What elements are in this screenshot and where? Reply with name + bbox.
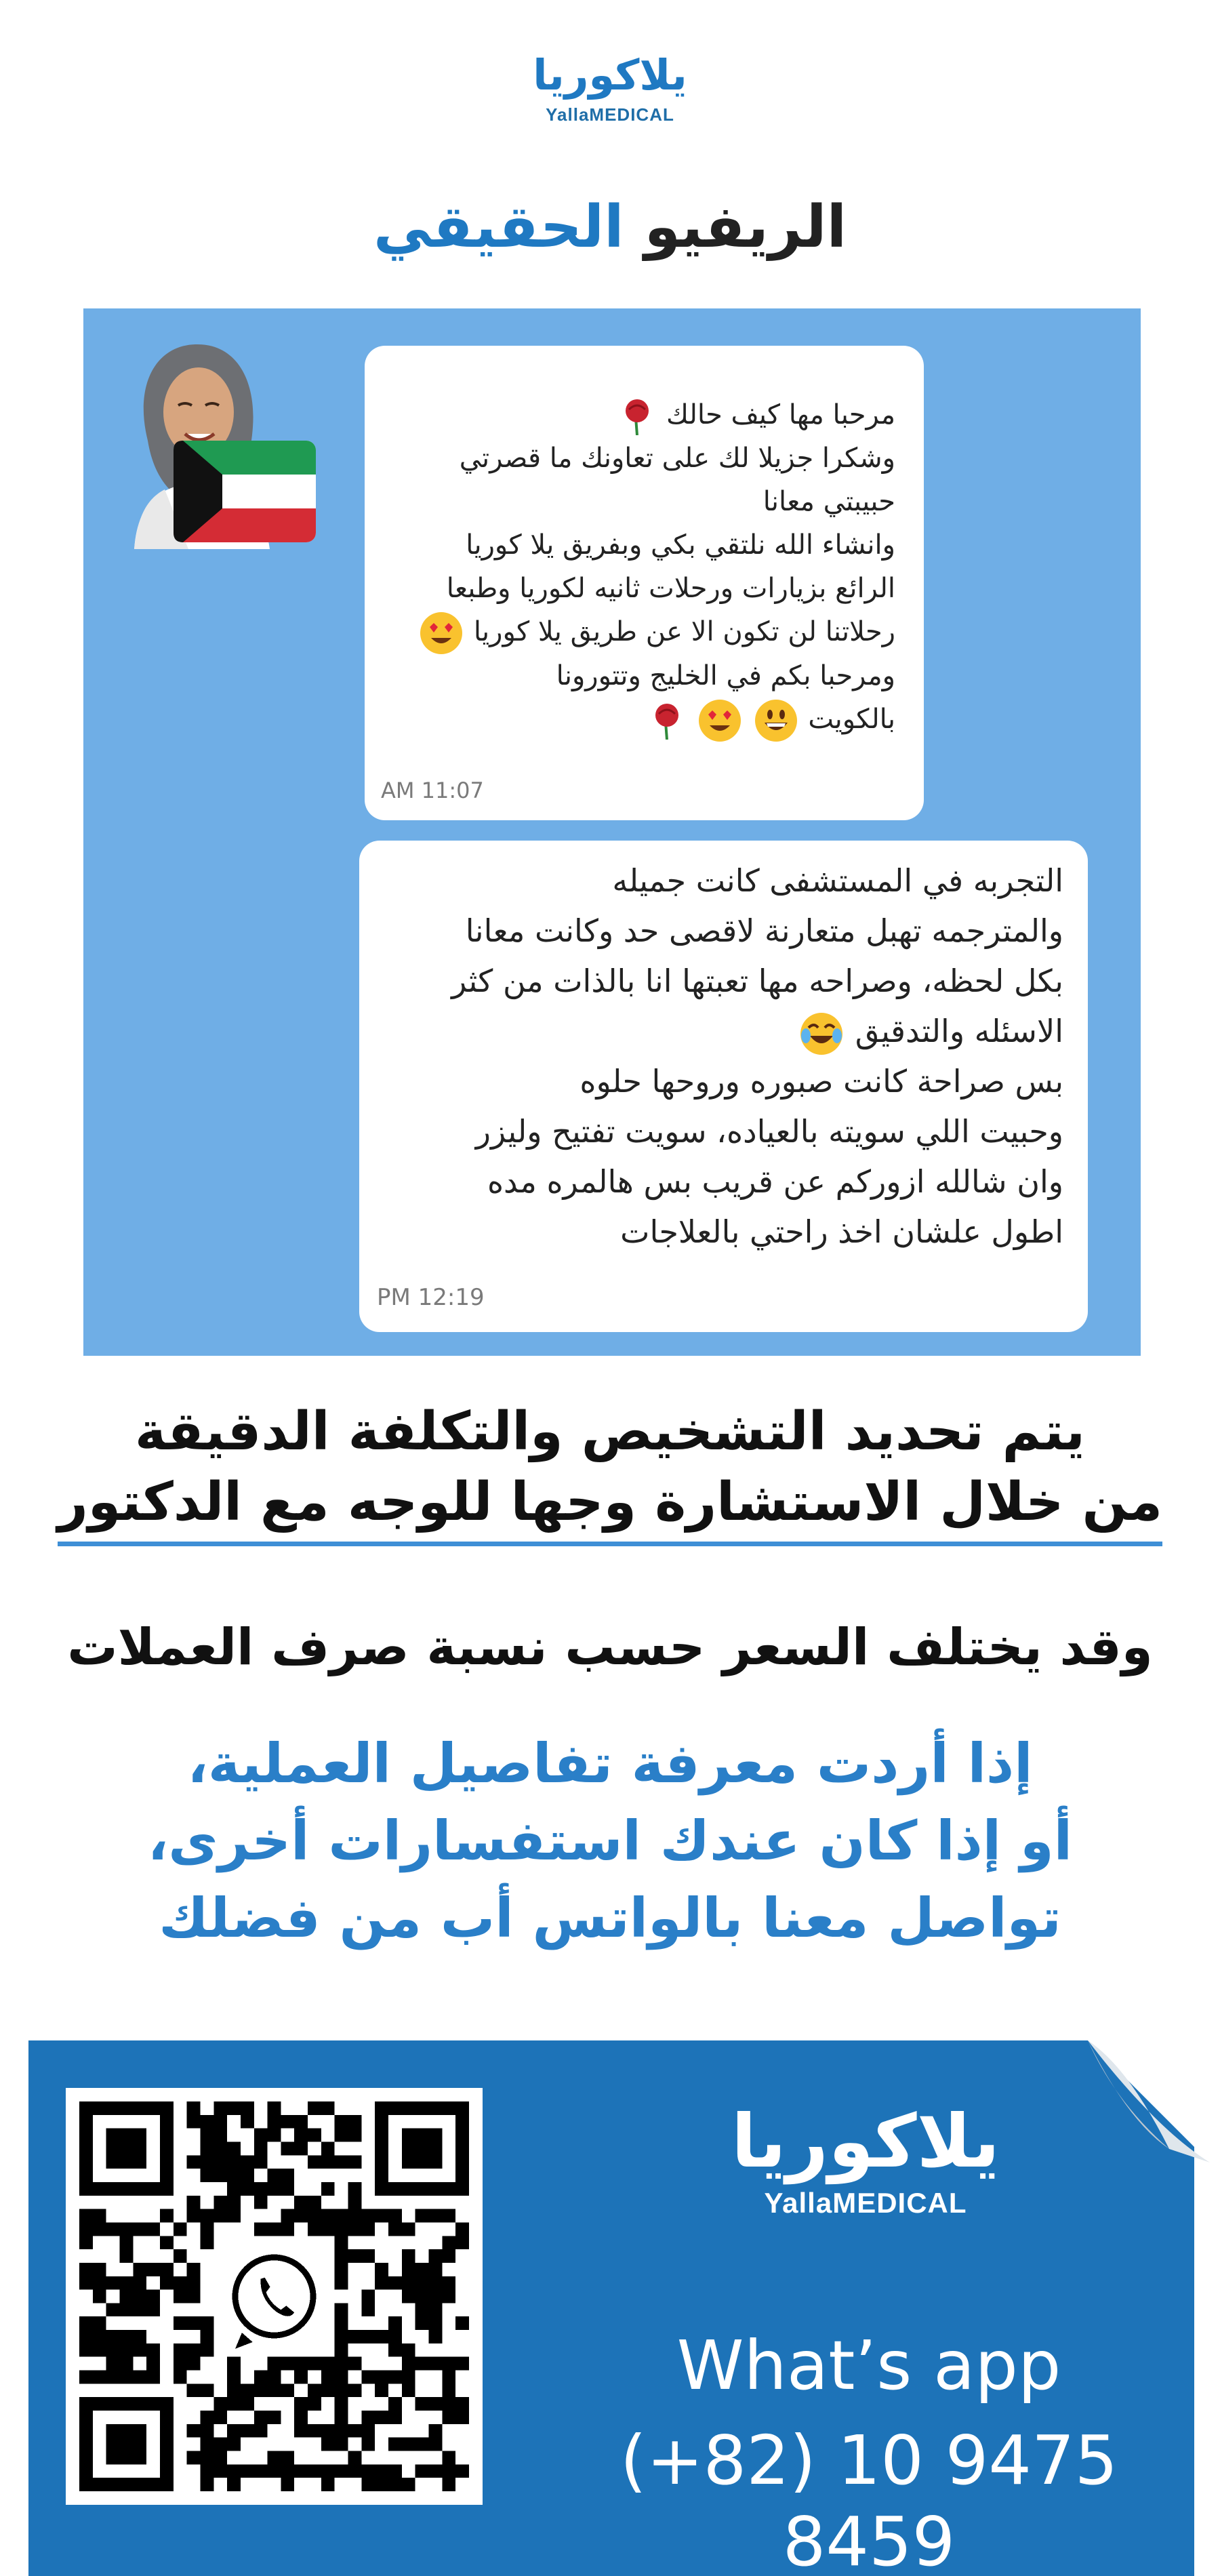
diagnosis-note [0, 1396, 1220, 1546]
diagnosis-note-line2: من خلال الاستشارة وجها للوجه مع الدكتور [58, 1467, 1162, 1546]
logo-script: يلاكوريا [533, 50, 687, 100]
heart-eyes-emoji-icon [420, 612, 462, 654]
logo-name: YallaMEDICAL [764, 2187, 967, 2219]
contact-cta [0, 1725, 1220, 1957]
chat-bubble-2 [359, 841, 1088, 1332]
page-curl-decoration [1088, 2040, 1210, 2162]
message-line: والمترجمه تهبل متعارنة لاقصى حد وكانت معانا [465, 912, 1063, 949]
message-line: الاسئله والتدقيق [384, 1006, 1063, 1056]
message-line: بالكويت [392, 698, 895, 742]
avatar-illustration [107, 332, 317, 549]
message-line: وحبيت اللي سويته بالعياده، سويت تفتيح وليزر [475, 1113, 1063, 1150]
message-time: AM 11:07 [381, 778, 484, 803]
message-line: وان شالله ازوركم عن قريب بس هالمره مده [487, 1163, 1063, 1200]
diagnosis-note-line1: يتم تحديد التشخيص والتكلفة الدقيقة [135, 1401, 1085, 1462]
logo-name: YallaMEDICAL [546, 104, 674, 125]
title-part2: الحقيقي [373, 193, 624, 261]
message-line: وشكرا جزيلا لك على تعاونك ما قصرتي [459, 443, 895, 474]
rose-emoji-icon [649, 702, 685, 740]
contact-cta-line1: إذا أردت معرفة تفاصيل العملية، [187, 1732, 1033, 1795]
message-line: بكل لحظه، وصراحه مها تعبتها انا بالذات من كثر [451, 963, 1063, 999]
message-line: بس صراحة كانت صبوره وروحها حلوه [580, 1063, 1063, 1100]
tears-of-joy-emoji-icon [800, 1013, 842, 1055]
message-line: حبيبتي معانا [762, 486, 895, 517]
contact-cta-line3: تواصل معنا بالواتس أب من فضلك [159, 1887, 1061, 1950]
rose-emoji-icon [619, 397, 655, 435]
message-line: اطول علشان اخذ راحتي بالعلاجات [620, 1213, 1063, 1250]
grin-emoji-icon [755, 700, 797, 742]
phone-number[interactable]: (+82) 10 9475 8459 [619, 2421, 1118, 2576]
chat-bubble-1 [365, 346, 924, 820]
page-title [0, 190, 1220, 264]
contact-card [28, 2040, 1194, 2576]
message-line: وانشاء الله نلتقي بكي وبفريق يلا كوريا [466, 529, 895, 561]
message-time: PM 12:19 [377, 1284, 485, 1311]
whatsapp-label: What’s app [676, 2326, 1061, 2405]
brand-logo-top [0, 47, 1220, 125]
message-line: مرحبا مها كيف حالك [392, 393, 895, 437]
message-line: ومرحبا بكم في الخليج وتتورونا [556, 660, 895, 691]
heart-eyes-emoji-icon [699, 700, 741, 742]
logo-script: يلاكوريا [731, 2099, 1000, 2184]
title-part1: الريفيو [644, 193, 847, 261]
contact-cta-line2: أو إذا كان عندك استفسارات أخرى، [147, 1809, 1073, 1872]
currency-note: وقد يختلف السعر حسب نسبة صرف العملات [67, 1618, 1153, 1676]
kuwait-flag-icon [174, 441, 316, 542]
chat-panel [83, 308, 1141, 1356]
qr-code[interactable] [66, 2088, 483, 2505]
brand-logo-bottom [662, 2101, 1069, 2219]
message-line: التجربه في المستشفى كانت جميله [612, 862, 1063, 899]
message-line: الرائع بزيارات ورحلات ثانيه لكوريا وطبعا [446, 573, 895, 604]
qr-code-graphic [79, 2101, 469, 2491]
message-line: رحلاتنا لن تكون الا عن طريق يلا كوريا [392, 610, 895, 654]
